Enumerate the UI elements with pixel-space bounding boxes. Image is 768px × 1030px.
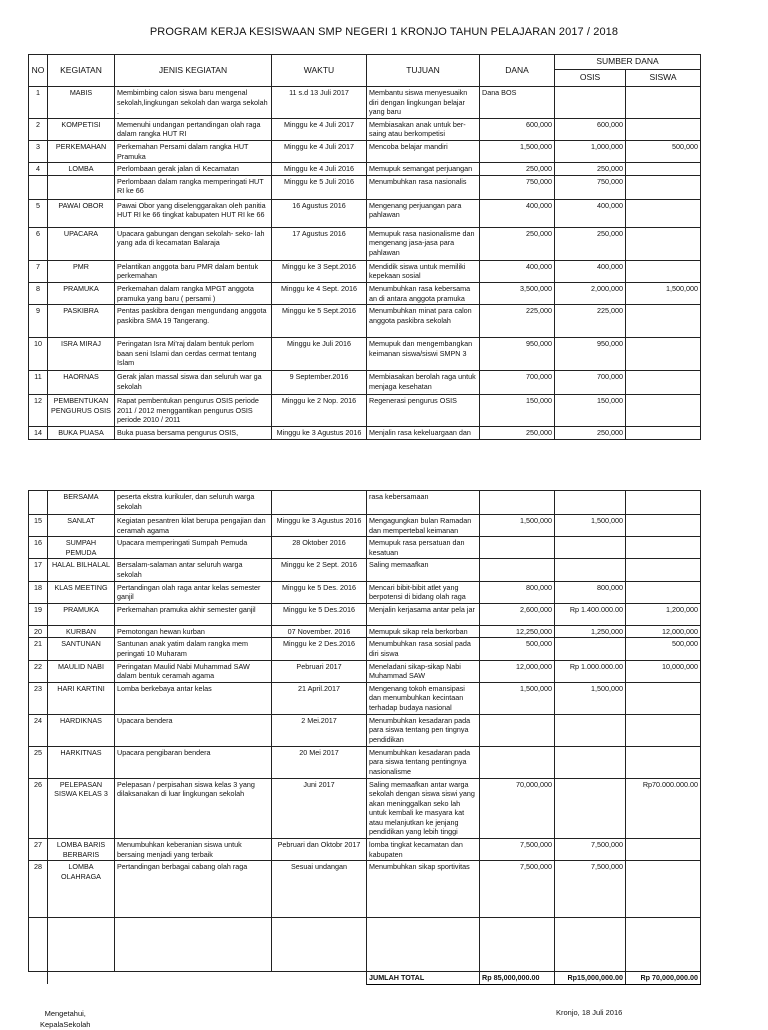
cell-waktu: Minggu ke 5 Sept.2016 [272, 305, 367, 338]
cell-jenis-kegiatan: Pemotongan hewan kurban [115, 625, 272, 638]
table-row [29, 260, 701, 282]
cell-osis: 2,000,000 [555, 282, 626, 304]
cell-jenis-kegiatan: Perkemahan dalam rangka MPGT anggota pramuka yang baru ( persami ) [115, 282, 272, 304]
cell-no: 16 [29, 537, 48, 559]
cell-kegiatan: KURBAN [48, 625, 115, 638]
cell-tujuan: Menumbuhkan rasa sosial pada diri siswa [367, 638, 480, 660]
cell-jenis-kegiatan: Pawai Obor yang diselenggarakan oleh panitia HUT RI ke 66 tingkat kabupaten HUT RI ke 66 [115, 199, 272, 227]
cell-osis [555, 559, 626, 581]
cell-tujuan: Memupuk semangat perjuangan [367, 163, 480, 176]
cell-tujuan: Mengenang perjuangan para pahlawan [367, 199, 480, 227]
cell-no: 14 [29, 426, 48, 439]
cell-no: 3 [29, 140, 48, 162]
cell-jenis-kegiatan: Memenuhi undangan pertandingan olah raga dalam rangka HUT RI [115, 118, 272, 140]
cell-jenis-kegiatan: Lomba berkebaya antar kelas [115, 682, 272, 714]
table-row [29, 515, 701, 537]
cell-dana: 3,500,000 [480, 282, 555, 304]
cell-dana: 400,000 [480, 199, 555, 227]
cell-dana: 150,000 [480, 395, 555, 427]
cell-jenis-kegiatan: Kegiatan pesantren kilat berupa pengajian dan ceramah agama [115, 515, 272, 537]
cell-kegiatan: PAWAI OBOR [48, 199, 115, 227]
cell-osis: 400,000 [555, 199, 626, 227]
cell-tujuan: rasa kebersamaan [367, 491, 480, 515]
cell-waktu: Minggu ke 2 Nop. 2016 [272, 395, 367, 427]
total-dana: Rp 85,000,000.00 [480, 972, 555, 985]
cell-no: 21 [29, 638, 48, 660]
cell-no: 8 [29, 282, 48, 304]
cell-osis: Rp 1.000.000.00 [555, 660, 626, 682]
table-row [29, 371, 701, 395]
cell-waktu: 2 Mei.2017 [272, 714, 367, 746]
page-title: PROGRAM KERJA KESISWAAN SMP NEGERI 1 KRONJO TAHUN PELAJARAN 2017 / 2018 [149, 26, 619, 38]
cell-dana: 750,000 [480, 175, 555, 199]
cell-no: 12 [29, 395, 48, 427]
cell-tujuan: lomba tingkat kecamatan dan kabupaten [367, 839, 480, 861]
cell-no: 10 [29, 338, 48, 371]
cell-waktu: 11 s.d 13 Juli 2017 [272, 87, 367, 119]
cell-kegiatan [48, 175, 115, 199]
cell-jenis-kegiatan: Upacara memperingati Sumpah Pemuda [115, 537, 272, 559]
header-waktu: WAKTU [272, 55, 367, 87]
cell-kegiatan: ISRA MIRAJ [48, 338, 115, 371]
cell-tujuan: Meneladani sikap-sikap Nabi Muhammad SAW [367, 660, 480, 682]
cell-no [29, 491, 48, 515]
cell-osis: 150,000 [555, 395, 626, 427]
cell-tujuan: Memupuk sikap rela berkorban [367, 625, 480, 638]
cell-no: 1 [29, 87, 48, 119]
cell-dana: Dana BOS [480, 87, 555, 119]
table-row [29, 581, 701, 603]
cell-kegiatan: HARKITNAS [48, 746, 115, 778]
cell-tujuan: Membiasakan berolah raga untuk menjaga kesehatan [367, 371, 480, 395]
cell-dana: 7,500,000 [480, 839, 555, 861]
cell-waktu: 21 April.2017 [272, 682, 367, 714]
cell-osis: 1,500,000 [555, 515, 626, 537]
cell-waktu: Minggu ke 4 Sept. 2016 [272, 282, 367, 304]
table-row [29, 227, 701, 260]
cell-kegiatan: MAULID NABI [48, 660, 115, 682]
cell-kegiatan: PELEPASAN SISWA KELAS 3 [48, 778, 115, 839]
total-osis: Rp15,000,000.00 [555, 972, 626, 985]
cell-jenis-kegiatan: Upacara pengibaran bendera [115, 746, 272, 778]
cell-dana [480, 537, 555, 559]
table-row [29, 682, 701, 714]
cell-waktu: 07 November. 2016 [272, 625, 367, 638]
cell-jenis-kegiatan: Pertandingan berbagai cabang olah raga [115, 861, 272, 918]
program-table-part-1 [28, 54, 701, 440]
cell-siswa: 500,000 [626, 638, 701, 660]
cell-jenis-kegiatan: Perkemahan pramuka akhir semester ganjil [115, 603, 272, 625]
cell-no: 24 [29, 714, 48, 746]
cell-osis: 750,000 [555, 175, 626, 199]
cell-siswa: 1,200,000 [626, 603, 701, 625]
cell-no: 2 [29, 118, 48, 140]
cell-no: 9 [29, 305, 48, 338]
cell-osis [555, 746, 626, 778]
cell-kegiatan: SUMPAH PEMUDA [48, 537, 115, 559]
table-row [29, 491, 701, 515]
cell-waktu: 16 Agustus 2016 [272, 199, 367, 227]
cell-siswa: 12,000,000 [626, 625, 701, 638]
mengetahui-label: Mengetahui, [44, 1009, 86, 1018]
cell-dana: 12,250,000 [480, 625, 555, 638]
cell-osis: 250,000 [555, 227, 626, 260]
cell-dana: 800,000 [480, 581, 555, 603]
cell-siswa [626, 491, 701, 515]
cell-osis: 250,000 [555, 163, 626, 176]
cell-kegiatan: HARI KARTINI [48, 682, 115, 714]
header-dana: DANA [480, 55, 555, 87]
cell-waktu: Minggu ke 4 Juli 2016 [272, 163, 367, 176]
cell-no: 20 [29, 625, 48, 638]
cell-siswa [626, 199, 701, 227]
cell-jenis-kegiatan: Pelepasan / perpisahan siswa kelas 3 yang dilaksanakan di luar lingkungan sekolah [115, 778, 272, 839]
cell-dana: 1,500,000 [480, 515, 555, 537]
cell-osis: 250,000 [555, 426, 626, 439]
header-jenis-kegiatan: JENIS KEGIATAN [115, 55, 272, 87]
cell-tujuan: Mencoba belajar mandiri [367, 140, 480, 162]
cell-no: 26 [29, 778, 48, 839]
table-row [29, 861, 701, 918]
cell-siswa [626, 163, 701, 176]
cell-no: 17 [29, 559, 48, 581]
header-no: NO [29, 55, 48, 87]
cell-osis: 1,500,000 [555, 682, 626, 714]
cell-siswa [626, 260, 701, 282]
cell-tujuan: Menumbuhkan kesadaran pada para siswa tentang pen tingnya pendidikan [367, 714, 480, 746]
cell-kegiatan: LOMBA [48, 163, 115, 176]
cell-tujuan: Mengagungkan bulan Ramadan dan mempertebal keimanan [367, 515, 480, 537]
cell-jenis-kegiatan: Peringatan Maulid Nabi Muhammad SAW dalam bentuk ceramah agama [115, 660, 272, 682]
cell-dana [480, 559, 555, 581]
cell-osis: 7,500,000 [555, 861, 626, 918]
cell-dana: 225,000 [480, 305, 555, 338]
cell-waktu: Minggu ke 5 Des.2016 [272, 603, 367, 625]
cell-kegiatan: HAORNAS [48, 371, 115, 395]
cell-kegiatan: BUKA PUASA [48, 426, 115, 439]
cell-no: 22 [29, 660, 48, 682]
cell-osis [555, 537, 626, 559]
cell-waktu: Minggu ke 2 Sept. 2016 [272, 559, 367, 581]
cell-waktu [272, 491, 367, 515]
cell-no: 27 [29, 839, 48, 861]
table-row [29, 714, 701, 746]
cell-dana: 1,500,000 [480, 140, 555, 162]
cell-no: 25 [29, 746, 48, 778]
cell-osis: 600,000 [555, 118, 626, 140]
cell-tujuan: Menumbuhkan kesadaran pada para siswa tentang pentingnya nasionalisme [367, 746, 480, 778]
cell-jenis-kegiatan: Bersalam-salaman antar seluruh warga sekolah [115, 559, 272, 581]
cell-no: 15 [29, 515, 48, 537]
table-row [29, 537, 701, 559]
place-date: Kronjo, 18 Juli 2016 [556, 1008, 623, 1017]
cell-waktu: Minggu ke 4 Juli 2017 [272, 118, 367, 140]
cell-siswa: 10,000,000 [626, 660, 701, 682]
cell-osis: 225,000 [555, 305, 626, 338]
cell-waktu: Pebruari 2017 [272, 660, 367, 682]
cell-no: 6 [29, 227, 48, 260]
cell-waktu: 20 Mei 2017 [272, 746, 367, 778]
table-row [29, 338, 701, 371]
cell-tujuan: Menjalin rasa kekeluargaan dan [367, 426, 480, 439]
cell-siswa [626, 746, 701, 778]
cell-waktu: 9 September.2016 [272, 371, 367, 395]
cell-waktu: 28 Oktober 2016 [272, 537, 367, 559]
cell-tujuan: Membiasakan anak untuk ber- saing atau berkompetisi [367, 118, 480, 140]
cell-kegiatan: PRAMUKA [48, 282, 115, 304]
cell-siswa [626, 839, 701, 861]
table-row [29, 839, 701, 861]
cell-dana: 2,600,000 [480, 603, 555, 625]
cell-tujuan: Memupuk dan mengembangkan keimanan siswa/siswi SMPN 3 [367, 338, 480, 371]
header-osis: OSIS [555, 70, 626, 87]
cell-dana [480, 714, 555, 746]
cell-dana: 500,000 [480, 638, 555, 660]
cell-osis: 400,000 [555, 260, 626, 282]
cell-siswa [626, 714, 701, 746]
cell-tujuan: Mengenang tokoh emansipasi dan menumbuhkan kecintaan terhadap budaya nasional [367, 682, 480, 714]
cell-osis: 950,000 [555, 338, 626, 371]
cell-kegiatan: BERSAMA [48, 491, 115, 515]
table-row [29, 778, 701, 839]
cell-waktu: Minggu ke 3 Agustus 2016 [272, 426, 367, 439]
cell-waktu: Minggu ke 5 Juli 2016 [272, 175, 367, 199]
cell-siswa: 1,500,000 [626, 282, 701, 304]
cell-kegiatan: PASKIBRA [48, 305, 115, 338]
cell-osis: 7,500,000 [555, 839, 626, 861]
cell-siswa: Rp70.000.000.00 [626, 778, 701, 839]
cell-jenis-kegiatan: Pentas paskibra dengan mengundang anggota paskibra SMA 19 Tangerang. [115, 305, 272, 338]
cell-dana: 7,500,000 [480, 861, 555, 918]
cell-jenis-kegiatan: Gerak jalan massal siswa dan seluruh war ga sekolah [115, 371, 272, 395]
table-row [29, 559, 701, 581]
cell-kegiatan: MABIS [48, 87, 115, 119]
cell-siswa [626, 118, 701, 140]
cell-waktu: Juni 2017 [272, 778, 367, 839]
cell-dana: 12,000,000 [480, 660, 555, 682]
cell-waktu: Pebruari dan Oktobr 2017 [272, 839, 367, 861]
cell-kegiatan: LOMBA OLAHRAGA [48, 861, 115, 918]
total-row [29, 972, 701, 985]
table-row [29, 395, 701, 427]
cell-kegiatan: SANLAT [48, 515, 115, 537]
cell-kegiatan: PMR [48, 260, 115, 282]
cell-siswa [626, 515, 701, 537]
cell-tujuan: Mencari bibit-bibit atlet yang berpotensi di bidang olah raga [367, 581, 480, 603]
cell-jenis-kegiatan: Perlombaan dalam rangka memperingati HUT RI ke 66 [115, 175, 272, 199]
cell-osis [555, 638, 626, 660]
signature-block [40, 1008, 90, 1030]
cell-kegiatan: SANTUNAN [48, 638, 115, 660]
table-row [29, 746, 701, 778]
cell-jenis-kegiatan: Pelantikan anggota baru PMR dalam bentuk perkemahan [115, 260, 272, 282]
cell-tujuan: Saling memaafkan [367, 559, 480, 581]
table-row [29, 282, 701, 304]
cell-tujuan: Memupuk rasa nasionalisme dan mengenang jasa-jasa para pahlawan [367, 227, 480, 260]
cell-no: 5 [29, 199, 48, 227]
cell-dana: 250,000 [480, 227, 555, 260]
cell-siswa [626, 175, 701, 199]
table-row-empty [29, 918, 701, 972]
table-row [29, 118, 701, 140]
cell-waktu: Minggu ke Juli 2016 [272, 338, 367, 371]
cell-waktu: Sesuai undangan [272, 861, 367, 918]
cell-osis: 700,000 [555, 371, 626, 395]
table-row [29, 660, 701, 682]
cell-jenis-kegiatan: Santunan anak yatim dalam rangka mem peringati 10 Muharam [115, 638, 272, 660]
cell-siswa [626, 581, 701, 603]
cell-dana: 400,000 [480, 260, 555, 282]
cell-no: 7 [29, 260, 48, 282]
cell-jenis-kegiatan: Upacara bendera [115, 714, 272, 746]
cell-siswa [626, 395, 701, 427]
cell-no: 4 [29, 163, 48, 176]
cell-osis: Rp 1.400.000.00 [555, 603, 626, 625]
table-row [29, 426, 701, 439]
total-siswa: Rp 70,000,000.00 [626, 972, 701, 985]
cell-siswa [626, 861, 701, 918]
header-sumber-dana: SUMBER DANA [555, 55, 701, 70]
cell-waktu: Minggu ke 3 Sept.2016 [272, 260, 367, 282]
table-row [29, 140, 701, 162]
cell-siswa [626, 426, 701, 439]
program-table-part-2 [28, 490, 701, 985]
cell-dana: 70,000,000 [480, 778, 555, 839]
cell-kegiatan: LOMBA BARIS BERBARIS [48, 839, 115, 861]
table-row [29, 638, 701, 660]
cell-tujuan: Saling memaafkan antar warga sekolah dengan siswa siswi yang akan meninggalkan seko lah untuk kembali ke masyara kat atau melanjutkan ke jenjang pendidikan yang lebih tinggi [367, 778, 480, 839]
cell-osis: 800,000 [555, 581, 626, 603]
cell-waktu: Minggu ke 3 Agustus 2016 [272, 515, 367, 537]
cell-no: 18 [29, 581, 48, 603]
cell-kegiatan: PERKEMAHAN [48, 140, 115, 162]
cell-siswa: 500,000 [626, 140, 701, 162]
cell-siswa [626, 371, 701, 395]
cell-siswa [626, 227, 701, 260]
cell-tujuan: Menjalin kerjasama antar pela jar [367, 603, 480, 625]
header-kegiatan: KEGIATAN [48, 55, 115, 87]
cell-kegiatan: PEMBENTUKAN PENGURUS OSIS [48, 395, 115, 427]
cell-dana: 950,000 [480, 338, 555, 371]
cell-kegiatan: KLAS MEETING [48, 581, 115, 603]
cell-tujuan: Menumbuhkan minat para calon anggota paskibra sekolah [367, 305, 480, 338]
cell-jenis-kegiatan: Perlombaan gerak jalan di Kecamatan [115, 163, 272, 176]
cell-tujuan: Menumbuhkan rasa kebersama an di antara anggota pramuka [367, 282, 480, 304]
cell-tujuan: Menumbuhkan sikap sportivitas [367, 861, 480, 918]
cell-tujuan: Regenerasi pengurus OSIS [367, 395, 480, 427]
cell-kegiatan: HALAL BILHALAL [48, 559, 115, 581]
cell-siswa [626, 682, 701, 714]
cell-jenis-kegiatan: Rapat pembentukan pengurus OSIS periode 2011 / 2012 menggantikan pengurus OSIS periode 2010 / 2011 [115, 395, 272, 427]
cell-osis [555, 714, 626, 746]
header-tujuan: TUJUAN [367, 55, 480, 87]
cell-osis: 1,250,000 [555, 625, 626, 638]
cell-tujuan: Mendidik siswa untuk memiliki kepekaan sosial [367, 260, 480, 282]
cell-dana: 1,500,000 [480, 682, 555, 714]
cell-osis [555, 491, 626, 515]
cell-waktu: 17 Agustus 2016 [272, 227, 367, 260]
cell-siswa [626, 87, 701, 119]
cell-dana [480, 491, 555, 515]
cell-siswa [626, 537, 701, 559]
total-label: JUMLAH TOTAL [367, 972, 480, 985]
cell-no: 19 [29, 603, 48, 625]
table-row [29, 603, 701, 625]
cell-jenis-kegiatan: Menumbuhkan keberanian siswa untuk bersaing menjadi yang terbaik [115, 839, 272, 861]
cell-jenis-kegiatan: Buka puasa bersama pengurus OSIS, [115, 426, 272, 439]
cell-no: 11 [29, 371, 48, 395]
cell-kegiatan: PRAMUKA [48, 603, 115, 625]
table-row [29, 625, 701, 638]
cell-no [29, 175, 48, 199]
cell-waktu: Minggu ke 4 Juli 2017 [272, 140, 367, 162]
cell-osis [555, 778, 626, 839]
cell-siswa [626, 559, 701, 581]
cell-waktu: Minggu ke 5 Des. 2016 [272, 581, 367, 603]
cell-waktu: Minggu ke 2 Des.2016 [272, 638, 367, 660]
cell-dana: 700,000 [480, 371, 555, 395]
cell-tujuan: Membantu siswa menyesuaikn diri dengan lingkungan belajar yang baru [367, 87, 480, 119]
cell-tujuan: Menumbuhkan rasa nasionalis [367, 175, 480, 199]
table-row [29, 305, 701, 338]
table-row [29, 175, 701, 199]
cell-osis [555, 87, 626, 119]
cell-dana: 250,000 [480, 163, 555, 176]
cell-tujuan: Memupuk rasa persatuan dan kesatuan [367, 537, 480, 559]
cell-kegiatan: UPACARA [48, 227, 115, 260]
cell-kegiatan: KOMPETISI [48, 118, 115, 140]
cell-dana: 600,000 [480, 118, 555, 140]
table-row [29, 199, 701, 227]
cell-dana [480, 746, 555, 778]
cell-jenis-kegiatan: Upacara gabungan dengan sekolah- seko- lah yang ada di kecamatan Balaraja [115, 227, 272, 260]
cell-jenis-kegiatan: Perkemahan Persami dalam rangka HUT Pramuka [115, 140, 272, 162]
table-row [29, 163, 701, 176]
cell-no: 23 [29, 682, 48, 714]
cell-jenis-kegiatan: Membimbing calon siswa baru mengenal sekolah,lingkungan sekolah dan warga sekolah . [115, 87, 272, 119]
cell-jenis-kegiatan: Pertandingan olah raga antar kelas semester ganjil [115, 581, 272, 603]
table-row [29, 87, 701, 119]
cell-jenis-kegiatan: peserta ekstra kurikuler, dan seluruh warga sekolah [115, 491, 272, 515]
kepala-sekolah-label: KepalaSekolah [40, 1020, 91, 1029]
cell-jenis-kegiatan: Peringatan Isra Mi'raj dalam bentuk perlom baan seni Islami dan cerdas cermat tentang Islam [115, 338, 272, 371]
header-siswa: SISWA [626, 70, 701, 87]
cell-dana: 250,000 [480, 426, 555, 439]
cell-siswa [626, 305, 701, 338]
cell-kegiatan: HARDIKNAS [48, 714, 115, 746]
cell-no: 28 [29, 861, 48, 918]
cell-osis: 1,000,000 [555, 140, 626, 162]
cell-siswa [626, 338, 701, 371]
